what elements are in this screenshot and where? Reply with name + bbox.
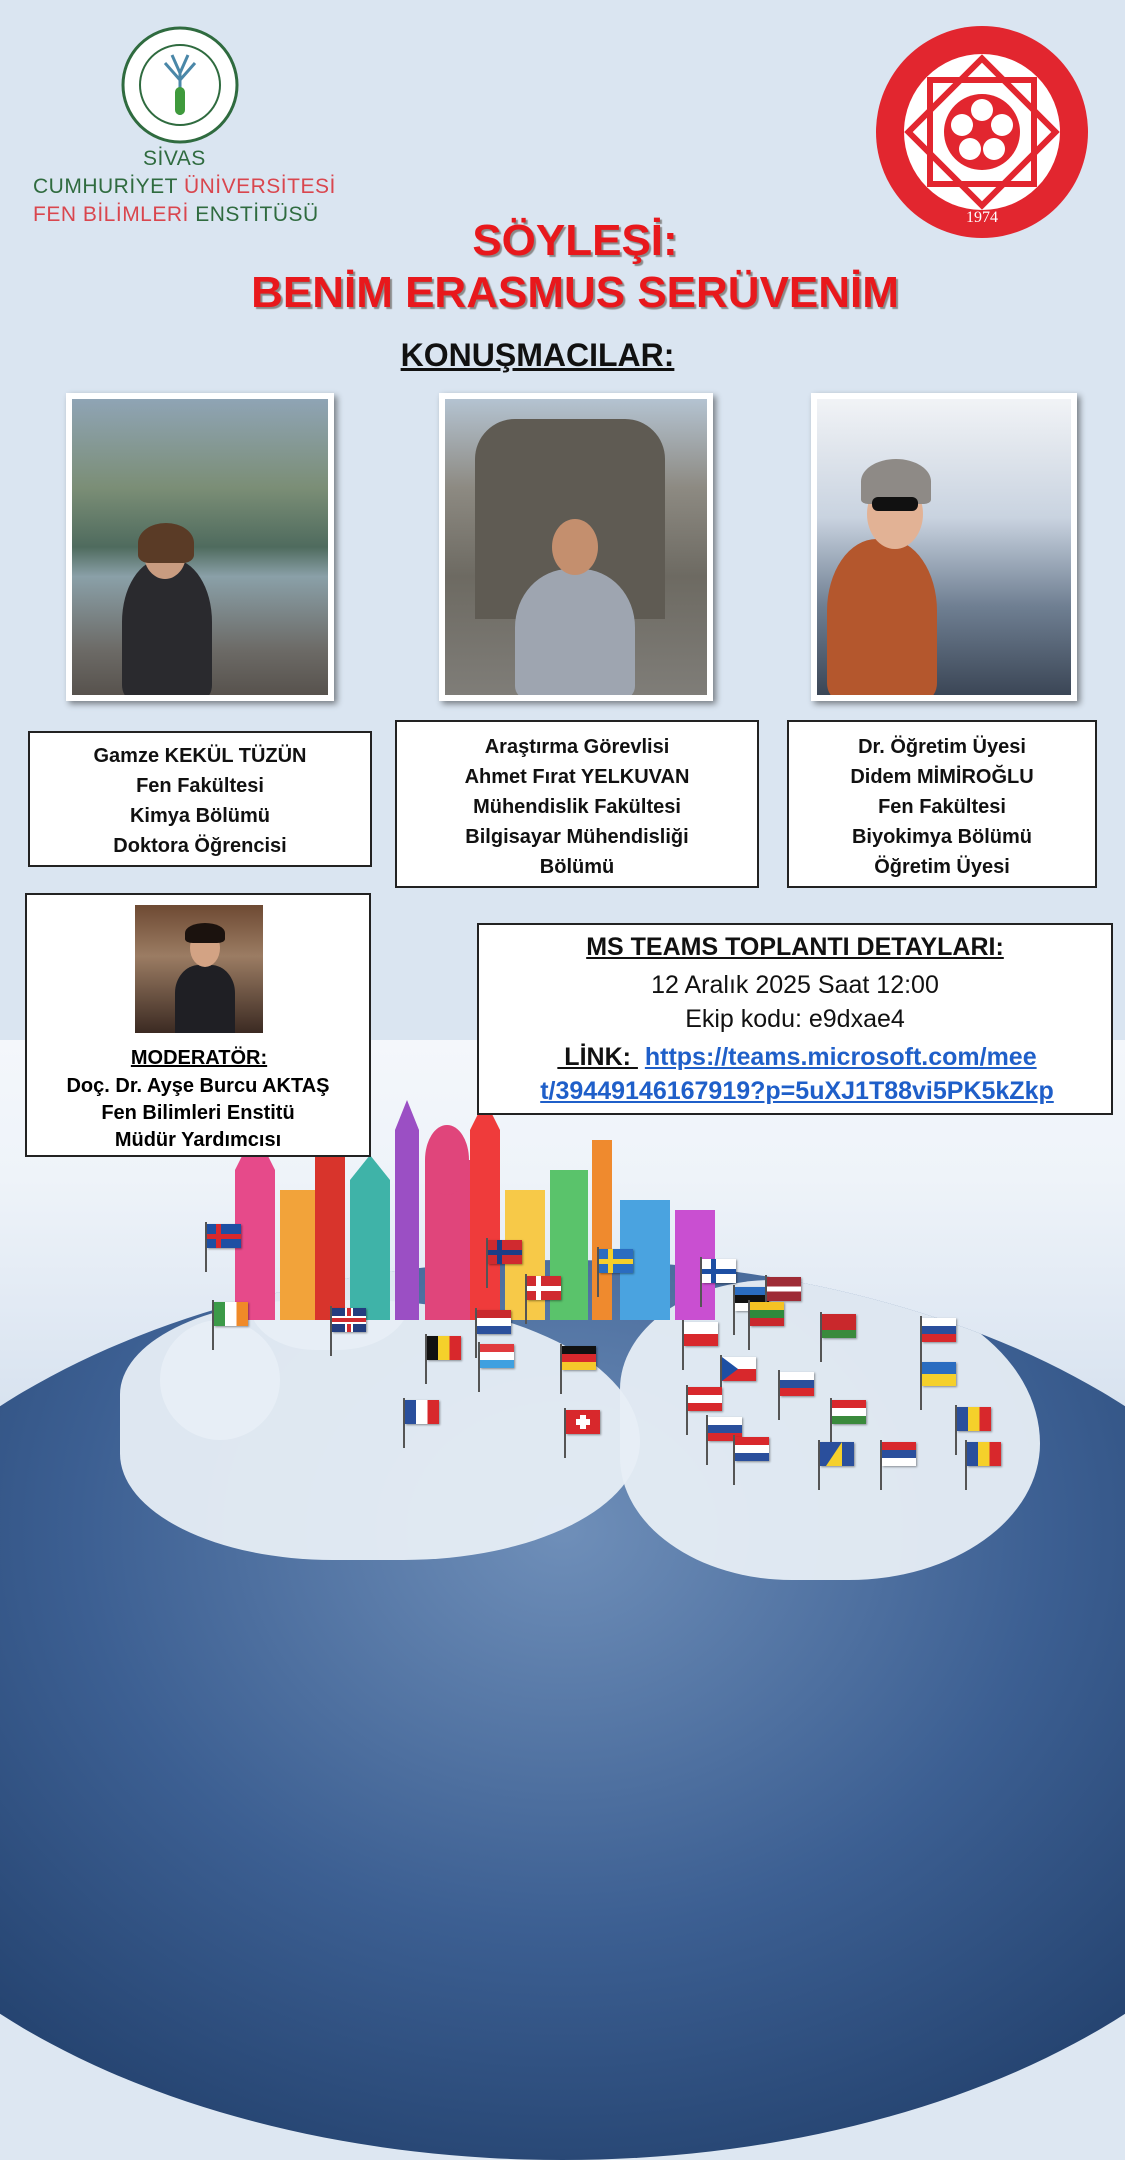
- meeting-details-box: [477, 923, 1113, 1115]
- speaker-3-info: [787, 720, 1097, 888]
- meeting-link-part-1[interactable]: https://teams.microsoft.com/mee: [644, 1043, 1037, 1071]
- speaker-3-role: Öğretim Üyesi: [874, 856, 1010, 878]
- speaker-2-info: [395, 720, 759, 888]
- speaker-2-department-2: Bölümü: [539, 856, 615, 878]
- link-label: LİNK:: [557, 1043, 638, 1071]
- europe-globe-illustration: [0, 1260, 1125, 2160]
- institute-line-1: SİVAS: [143, 147, 206, 170]
- speakers-heading: KONUŞMACILAR:: [400, 337, 675, 373]
- speaker-1-name: Gamze KEKÜL TÜZÜN: [93, 745, 307, 767]
- speaker-1-role: Doktora Öğrencisi: [113, 835, 287, 857]
- speaker-2-department: Bilgisayar Mühendisliği: [465, 826, 689, 848]
- meeting-date: 12 Aralık 2025 Saat 12:00: [651, 971, 939, 999]
- moderator-institute: Fen Bilimleri Enstitü: [101, 1102, 295, 1124]
- speaker-2-faculty: Mühendislik Fakültesi: [473, 796, 681, 818]
- speaker-3-photo: [811, 393, 1077, 701]
- event-title-line-2: BENİM ERASMUS SERÜVENİM: [251, 268, 899, 317]
- speaker-1-info: [28, 731, 372, 867]
- institute-line-2b: ÜNİVERSİTESİ: [177, 175, 336, 198]
- logo-year: 1974: [966, 209, 998, 226]
- institute-line-2a: CUMHURİYET: [33, 175, 178, 198]
- moderator-photo: [135, 905, 263, 1033]
- institute-line-3b: ENSTİTÜSÜ: [188, 203, 319, 226]
- speaker-1-photo: [66, 393, 334, 701]
- moderator-box: [25, 893, 371, 1157]
- moderator-heading: MODERATÖR:: [130, 1047, 268, 1069]
- university-logo: [872, 22, 1092, 242]
- speaker-2-title: Araştırma Görevlisi: [484, 736, 670, 758]
- meeting-details-heading: MS TEAMS TOPLANTI DETAYLARI:: [586, 933, 1004, 961]
- institute-logo: [120, 25, 240, 145]
- moderator-role: Müdür Yardımcısı: [114, 1129, 282, 1151]
- speaker-3-title: Dr. Öğretim Üyesi: [858, 736, 1026, 758]
- meeting-link-part-2[interactable]: t/39449146167919?p=5uXJ1T88vi5PK5kZkp: [540, 1077, 1054, 1105]
- speaker-1-faculty: Fen Fakültesi: [136, 775, 264, 797]
- speaker-2-name: Ahmet Fırat YELKUVAN: [464, 766, 690, 788]
- speaker-1-department: Kimya Bölümü: [129, 805, 271, 827]
- speaker-3-department: Biyokimya Bölümü: [851, 826, 1033, 848]
- meeting-link-block: [497, 1040, 1097, 1108]
- speaker-2-photo: [439, 393, 713, 701]
- speaker-3-faculty: Fen Fakültesi: [878, 796, 1006, 818]
- institute-line-3a: FEN BİLİMLERİ: [33, 203, 189, 226]
- team-code: Ekip kodu: e9dxae4: [685, 1005, 905, 1033]
- event-title-line-1: SÖYLEŞİ:: [472, 216, 678, 265]
- speaker-3-name: Didem MİMİROĞLU: [850, 766, 1034, 788]
- moderator-name: Doç. Dr. Ayşe Burcu AKTAŞ: [66, 1075, 330, 1097]
